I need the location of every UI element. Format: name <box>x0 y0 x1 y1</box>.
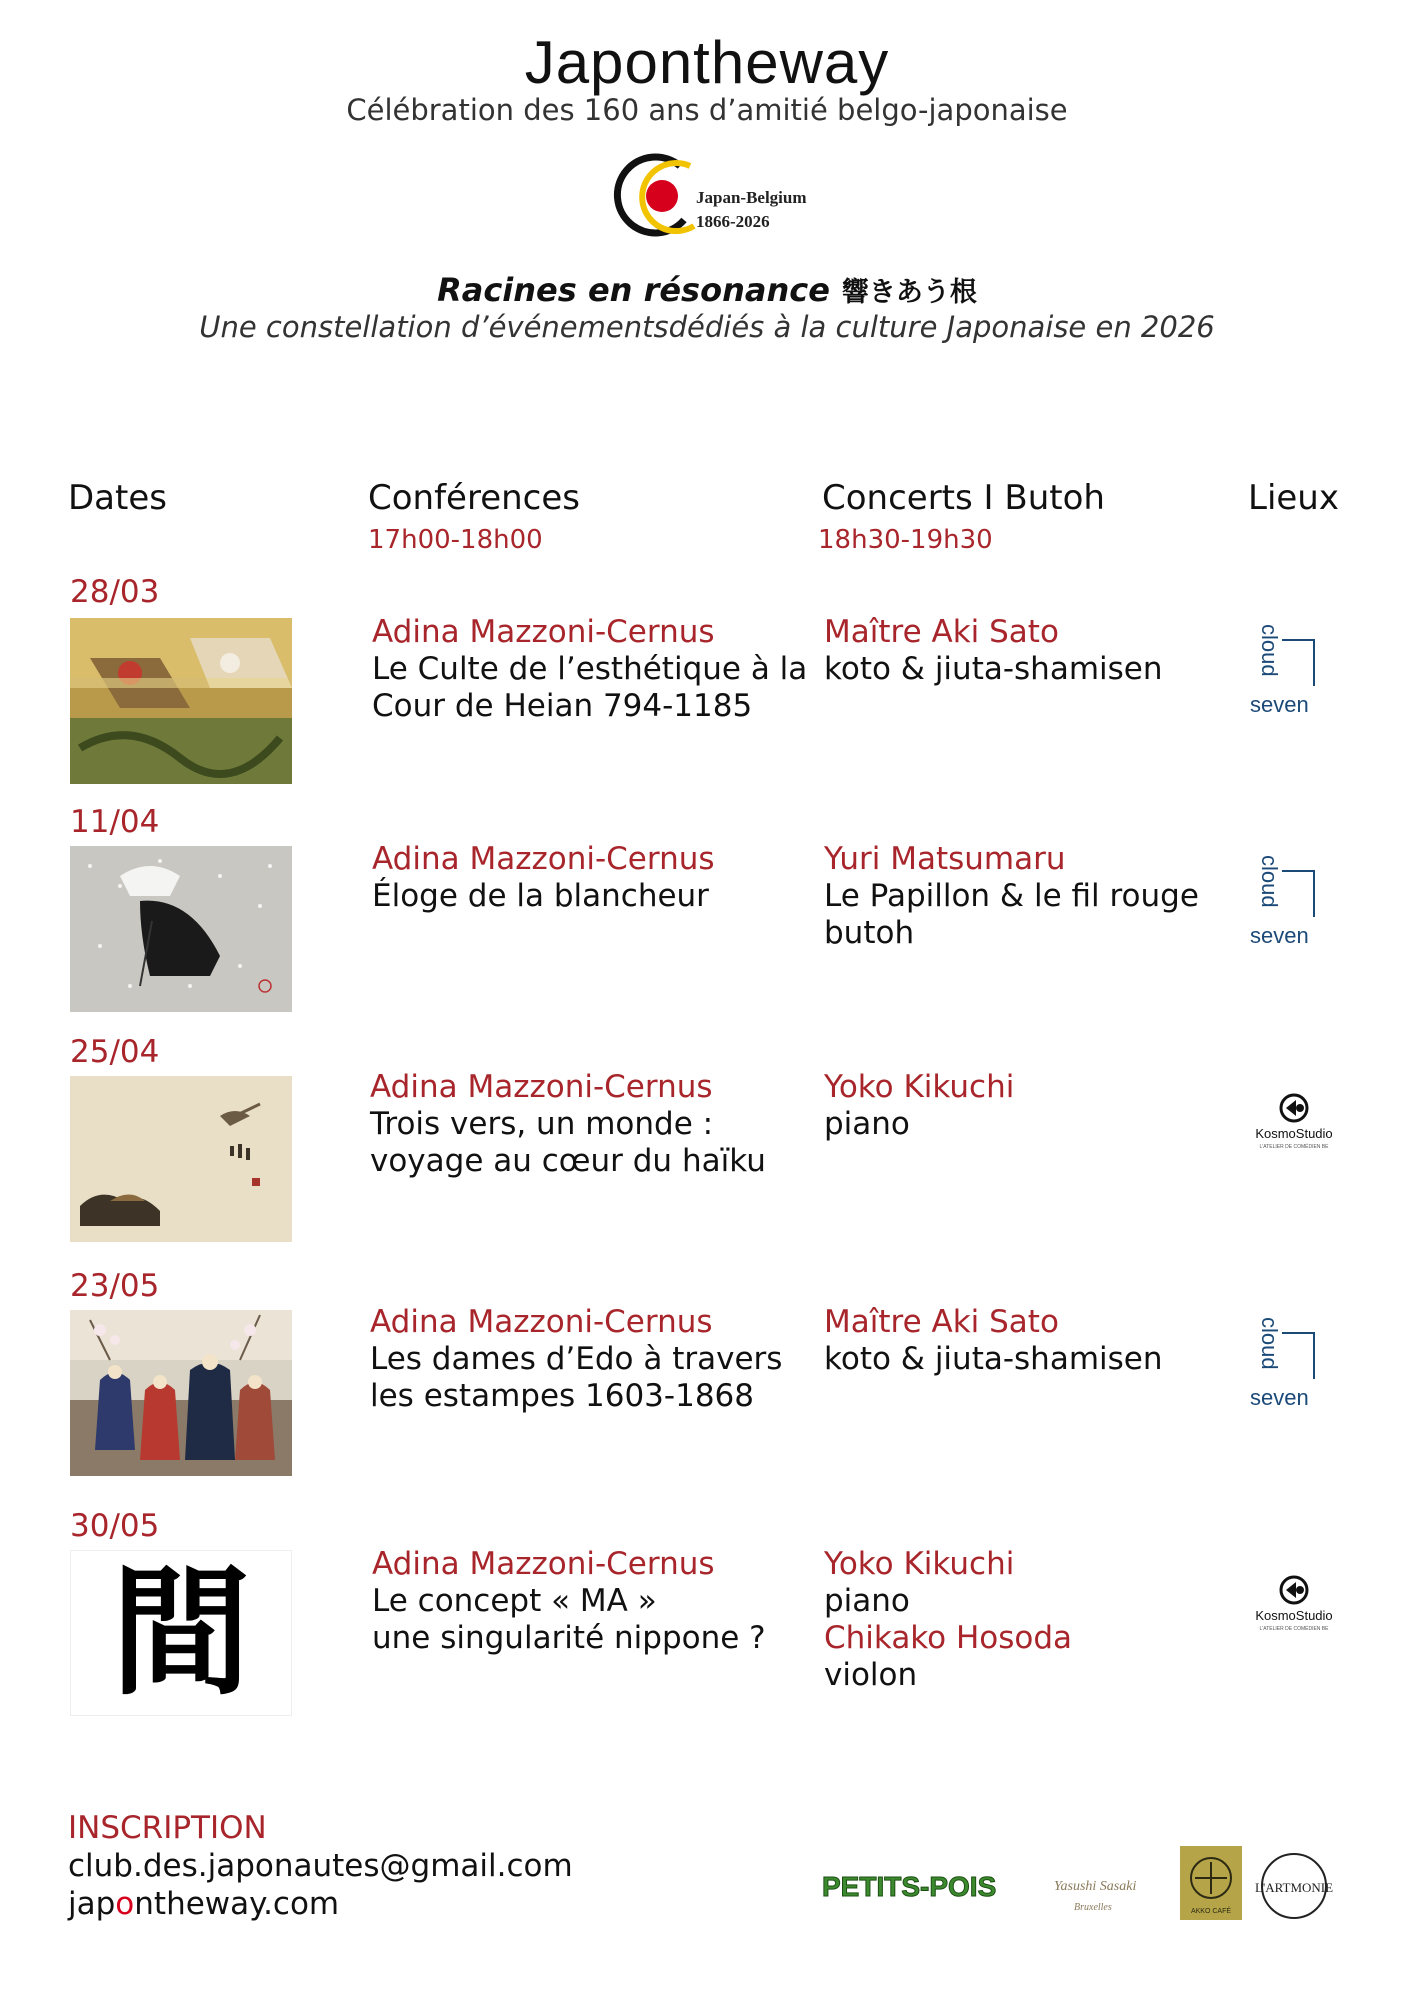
edo-ladies-print <box>70 1310 292 1476</box>
event-date: 30/05 <box>70 1508 160 1544</box>
performance-line: Le Papillon & le fil rouge <box>824 878 1199 914</box>
tagline: Racines en résonance 響きあう根 <box>437 271 977 309</box>
kosmostudio-logo <box>1244 1572 1344 1642</box>
inscription-heading: INSCRIPTION <box>68 1810 267 1846</box>
cloud-seven-logo <box>1248 1315 1338 1411</box>
logo-line-2: 1866-2026 <box>696 212 770 231</box>
japan-belgium-emblem-icon <box>612 150 702 242</box>
performance-line: piano <box>824 1583 910 1619</box>
talk-title-line: Le concept « MA » <box>372 1583 657 1619</box>
petits-pois-logo-text: PETITS-POIS <box>822 1871 997 1902</box>
performance-line: piano <box>824 1106 910 1142</box>
yasushi-sasaki-logo-name: Yasushi Sasaki <box>1054 1879 1137 1894</box>
kosmostudio-logo-name: KosmoStudio <box>1255 1126 1333 1141</box>
cloud-seven-logo-seven: seven <box>1250 1385 1309 1410</box>
talk-title-line: Le Culte de l’esthétique à la <box>372 651 808 687</box>
cloud-seven-logo-cloud: cloud <box>1257 855 1282 908</box>
brand-title: Jap ontheway <box>524 29 890 96</box>
performance-line: koto & jiuta-shamisen <box>824 1341 1163 1377</box>
tagline-japanese: 響きあう根 <box>841 277 977 308</box>
kosmostudio-logo <box>1244 1090 1344 1160</box>
talk-title-line: Cour de Heian 794-1185 <box>372 688 753 724</box>
website-link[interactable]: japontheway.com <box>68 1886 340 1922</box>
column-header-concerts: Concerts I Butoh <box>822 478 1105 518</box>
speaker-name: Adina Mazzoni-Cernus <box>372 614 715 650</box>
heian-court-painting <box>70 618 292 784</box>
cloud-seven-logo <box>1248 622 1338 718</box>
cloud-seven-logo <box>1248 853 1338 949</box>
cloud-seven-logo-cloud: cloud <box>1257 1317 1282 1370</box>
akko-cafe-logo <box>1180 1846 1242 1920</box>
talk-title-line: une singularité nippone ? <box>372 1620 766 1656</box>
speaker-name: Adina Mazzoni-Cernus <box>372 841 715 877</box>
performer-name: Yuri Matsumaru <box>824 841 1066 877</box>
performer-name: Yoko Kikuchi <box>824 1069 1015 1105</box>
event-date: 25/04 <box>70 1034 160 1070</box>
conferences-time: 17h00-18h00 <box>368 525 543 555</box>
concerts-time: 18h30-19h30 <box>818 525 993 555</box>
yasushi-sasaki-logo <box>1054 1879 1136 1913</box>
performer-name: Chikako Hosoda <box>824 1620 1073 1656</box>
brand-o-with-red-dot: o <box>624 29 659 96</box>
performer-name: Maître Aki Sato <box>824 614 1059 650</box>
ma-kanji: 間 <box>110 1551 251 1715</box>
talk-title-line: Les dames d’Edo à travers <box>370 1341 783 1377</box>
performance-line: koto & jiuta-shamisen <box>824 651 1163 687</box>
speaker-name: Adina Mazzoni-Cernus <box>372 1546 715 1582</box>
kosmostudio-logo-tagline: L'ATELIER DE COMÉDIEN BE <box>1259 1626 1329 1632</box>
performance-line: violon <box>824 1657 918 1693</box>
column-header-venues: Lieux <box>1248 478 1339 518</box>
performance-line: butoh <box>824 915 915 951</box>
logo-line-1: Japan-Belgium <box>696 188 807 207</box>
japan-belgium-logo <box>612 150 852 242</box>
haiku-bird-painting <box>70 1076 292 1242</box>
kosmostudio-logo-name: KosmoStudio <box>1255 1608 1333 1623</box>
ma-kanji-image <box>70 1550 292 1716</box>
lartmonie-logo-text: L'ARTMONIE <box>1254 1880 1334 1895</box>
lartmonie-logo <box>1255 1854 1333 1918</box>
event-date: 23/05 <box>70 1268 160 1304</box>
talk-title-line: Éloge de la blancheur <box>372 878 709 914</box>
snow-walker-painting <box>70 846 292 1012</box>
column-header-conferences: Conférences <box>368 478 581 518</box>
talk-title-line: les estampes 1603-1868 <box>370 1378 754 1414</box>
talk-title-line: voyage au cœur du haïku <box>370 1143 766 1179</box>
event-date: 11/04 <box>70 804 160 840</box>
cloud-seven-logo-seven: seven <box>1250 692 1309 717</box>
cloud-seven-logo-cloud: cloud <box>1257 624 1282 677</box>
speaker-name: Adina Mazzoni-Cernus <box>370 1304 713 1340</box>
column-header-dates: Dates <box>68 478 167 518</box>
performer-name: Maître Aki Sato <box>824 1304 1059 1340</box>
performer-name: Yoko Kikuchi <box>824 1546 1015 1582</box>
petits-pois-logo <box>822 1871 996 1902</box>
subtitle: Célébration des 160 ans d’amitié belgo-japonaise <box>346 93 1068 127</box>
cloud-seven-logo-seven: seven <box>1250 923 1309 948</box>
lead-text: Une constellation d’événementsdédiés à la culture Japonaise en 2026 <box>199 310 1215 344</box>
contact-email-link[interactable]: club.des.japonautes@gmail.com <box>68 1848 573 1884</box>
kosmostudio-logo-tagline: L'ATELIER DE COMÉDIEN BE <box>1259 1144 1329 1150</box>
akko-cafe-logo-text: AKKO CAFÉ <box>1190 1908 1232 1915</box>
speaker-name: Adina Mazzoni-Cernus <box>370 1069 713 1105</box>
partner-logos <box>822 1840 1342 1924</box>
talk-title-line: Trois vers, un monde : <box>370 1106 714 1142</box>
event-date: 28/03 <box>70 574 160 610</box>
yasushi-sasaki-logo-city: Bruxelles <box>1074 1902 1112 1913</box>
